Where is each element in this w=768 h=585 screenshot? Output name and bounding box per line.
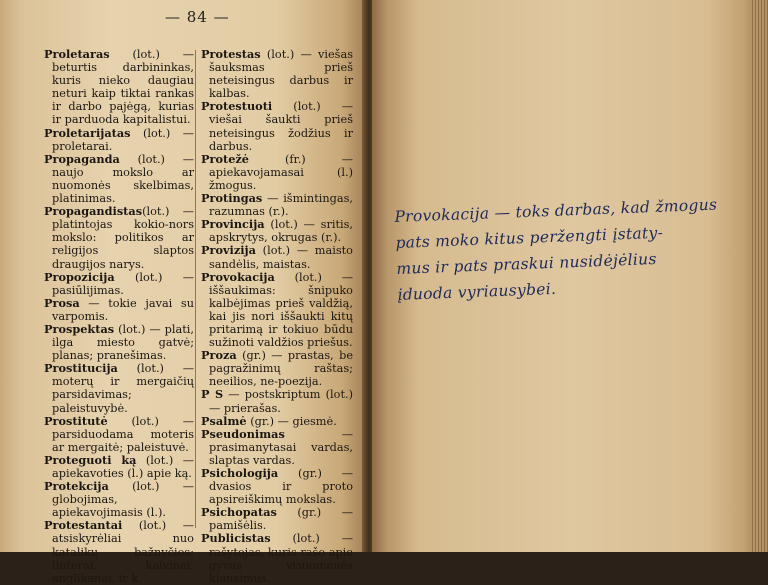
entry-definition: (lot.) — sritis, apskrytys, okrugas (r.).	[209, 218, 353, 245]
dictionary-column-2	[201, 48, 353, 585]
dictionary-entry	[44, 323, 194, 362]
entry-definition: (lot.) — pasiūlijimas.	[52, 270, 194, 297]
dictionary-entry	[201, 218, 353, 244]
entry-headword: Protestuoti	[201, 99, 273, 114]
dictionary-entry	[201, 532, 353, 584]
dictionary-entry	[201, 244, 353, 270]
entry-headword: Provizija	[201, 243, 256, 258]
dictionary-entry	[44, 297, 194, 323]
handwritten-line: įduoda vyriausybei.	[397, 279, 557, 304]
entry-headword: Proteguoti ką	[44, 452, 137, 467]
dictionary-entry	[201, 192, 353, 218]
entry-headword: Propagandistas	[44, 204, 143, 219]
entry-headword: Proletarijatas	[44, 125, 131, 140]
entry-headword: Psichologija	[201, 466, 279, 480]
dictionary-entry	[44, 127, 194, 153]
handwritten-line: pats moko kitus peržengti įstaty-	[395, 223, 664, 252]
entry-headword: Protingas	[201, 191, 263, 206]
entry-definition: (lot.) — proletarai.	[52, 126, 194, 153]
handwritten-line: Provokacija — toks darbas, kad žmogus	[394, 195, 718, 226]
dictionary-entry	[44, 480, 194, 519]
entry-definition: (gr.) — dvasios ir proto apsireiškimų mokslas.	[209, 467, 353, 507]
entry-headword: Psichopatas	[201, 505, 277, 520]
entry-definition: (gr.) — prastas, be pagražinimų raštas; neeilios, ne-poezija.	[209, 349, 353, 389]
entry-headword: Prostitucija	[44, 361, 118, 376]
entry-headword: Publicistas	[201, 531, 271, 546]
dictionary-entry	[201, 100, 353, 152]
entry-headword: Proletaras	[44, 47, 110, 61]
entry-definition: (lot.) — viešai šaukti prieš neteisingus žodžius ir darbus.	[209, 100, 353, 153]
page-number: — 84 —	[165, 8, 230, 26]
dictionary-entry	[44, 48, 194, 127]
entry-definition: (lot.) — parsiduodama moteris ar mergaitė; paleistuvė.	[52, 414, 194, 454]
page-edges	[750, 0, 768, 552]
dictionary-entry	[201, 388, 353, 414]
dictionary-entry	[201, 271, 353, 350]
entry-definition: (lot.) — platintojas kokio-nors mokslo: politikos ar religijos slaptos draugijos narys.	[52, 205, 194, 271]
entry-definition: (lot.) — iššaukimas: šnipuko kalbėjimas prieš valdžią, kai jis nori iššaukti kitų pritarimą ir tokiuo būdu sužinoti valdžios priešus.	[209, 270, 353, 350]
entry-headword: Protekcija	[44, 479, 109, 494]
entry-definition: (gr.) — giesmė.	[246, 414, 337, 428]
entry-headword: Protežė	[201, 151, 249, 166]
entry-definition: (lot.) — viešas šauksmas prieš neteisingus darbus ir kalbas.	[209, 48, 353, 101]
entry-headword: Prospektas	[44, 321, 115, 336]
entry-definition: (lot.) — moterų ir mergaičių parsidavimas; paleistuvybė.	[52, 362, 194, 415]
dictionary-entry	[44, 362, 194, 414]
entry-definition: (lot.) — plati, ilga miesto gatvė; planas; pranešimas.	[52, 322, 194, 363]
dictionary-entry	[44, 454, 194, 480]
handwritten-note	[394, 191, 748, 308]
left-page	[0, 0, 368, 585]
column-divider	[195, 50, 196, 528]
entry-headword: Psalmė	[201, 413, 247, 428]
entry-headword: Prostitutė	[44, 413, 108, 428]
entry-definition: — tokie javai su varpomis.	[52, 296, 194, 323]
dictionary-entry	[201, 349, 353, 388]
dictionary-column-1	[44, 48, 194, 585]
dictionary-entry	[201, 48, 353, 100]
dictionary-entry	[201, 428, 353, 467]
entry-definition: (lot.) — globojimas, apiekavojimasis (l.).	[52, 480, 194, 520]
dictionary-entry	[44, 271, 194, 297]
entry-definition: (fr.) — apiekavojamasai (l.) žmogus.	[209, 152, 353, 192]
entry-definition: — prasimanytasai vardas, slaptas vardas.	[209, 427, 353, 467]
entry-headword: Propaganda	[44, 151, 120, 166]
entry-definition: (lot.) — atsiskyrėliai nuo katalikų bažnyčios: liuterai, kalvinai, anglikanai, ir k.	[52, 519, 194, 585]
entry-headword: Pseudonimas	[201, 426, 285, 441]
dictionary-entry	[44, 415, 194, 454]
entry-definition: (lot.) — apiekavoties (l.) apie ką.	[52, 453, 194, 480]
dictionary-entry	[201, 506, 353, 532]
dictionary-entry	[44, 519, 194, 584]
entry-headword: Protestantai	[44, 518, 123, 533]
entry-definition: — išmintingas, razumnas (r.).	[209, 192, 353, 219]
dictionary-entry	[201, 153, 353, 192]
entry-headword: Proza	[201, 348, 237, 363]
entry-definition: (lot.) — rašytojas, kuris rašo apie gyvus visuomenės klausimus.	[209, 532, 353, 585]
dictionary-entry	[201, 467, 353, 506]
handwritten-line: mus ir pats praskui nusidėjėlius	[396, 249, 657, 278]
entry-definition: (lot.) — beturtis darbininkas, kuris nieko daugiau neturi kaip tiktai rankas ir darbo pajėgą, kurias ir parduoda kapitalistui.	[52, 48, 194, 127]
entry-headword: P S	[201, 387, 224, 402]
entry-definition: (lot.) — maisto sandėlis, maistas.	[209, 244, 353, 271]
entry-headword: Provincija	[201, 217, 265, 232]
entry-headword: Provokacija	[201, 269, 275, 284]
entry-headword: Prosa	[44, 295, 80, 310]
entry-definition: (gr.) — pamišėlis.	[209, 506, 353, 533]
entry-headword: Propozicija	[44, 269, 115, 284]
entry-headword: Protestas	[201, 47, 261, 61]
dictionary-entry	[44, 153, 194, 205]
dictionary-entry	[44, 205, 194, 270]
entry-definition: (lot.) — naujo mokslo ar nuomonės skelbimas, platinimas.	[52, 152, 194, 206]
entry-definition: — postskriptum (lot.) — prierašas.	[209, 388, 353, 415]
